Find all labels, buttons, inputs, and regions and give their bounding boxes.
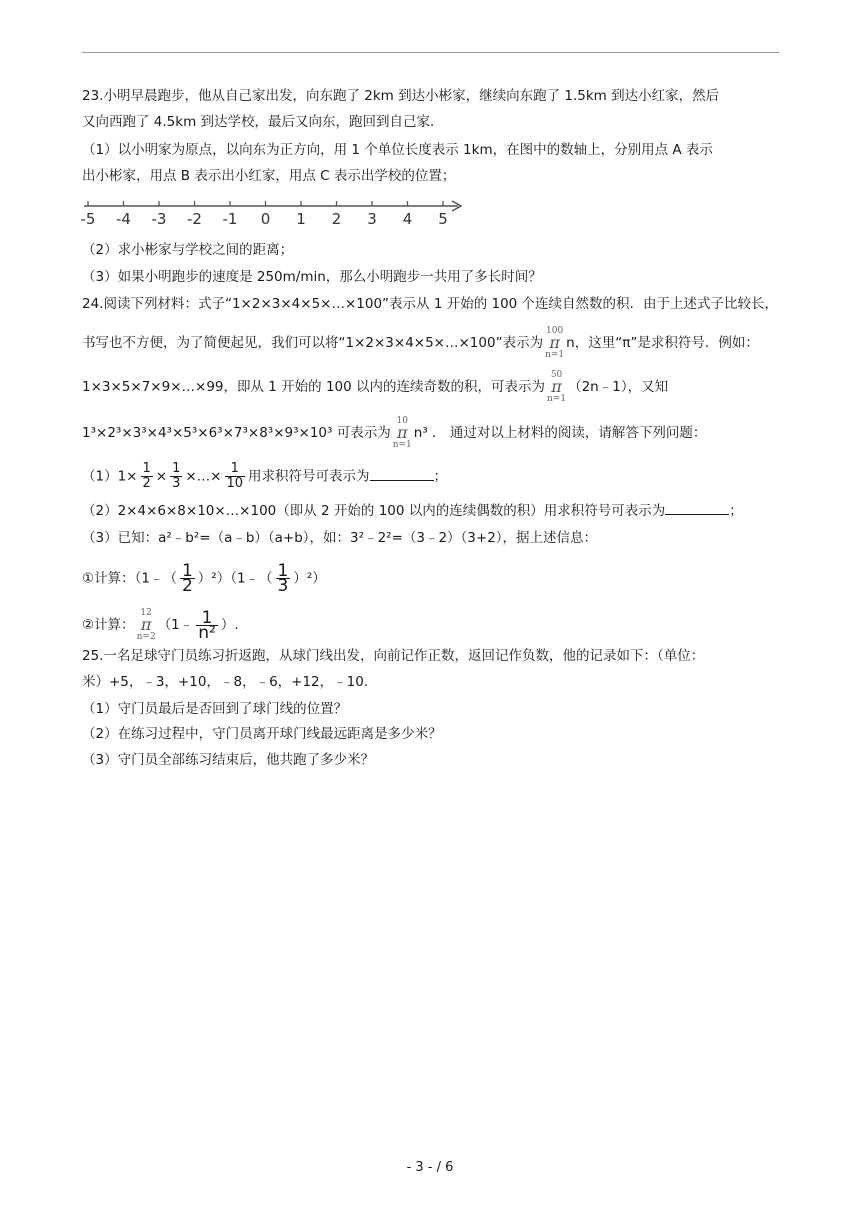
q23-line-6: （3）如果小明跑步的速度是 250m/min，那么小明跑步一共用了多长时间？ [82,269,542,285]
axis-tick-label: 0 [260,210,271,228]
q24-line-3-text: 1×3×5×7×9×…×99，即从 1 开始的 100 以内的连续奇数的积，可表示为 [82,379,546,395]
semicolon: ； [433,468,448,485]
answer-blank-1[interactable] [370,466,434,481]
numerator: 1 [277,561,289,581]
calc-2-text: ②计算： [82,617,135,633]
denominator: 3 [277,576,289,596]
numerator: 1 [172,461,181,476]
q24-calc-1 [82,561,326,596]
fraction-tenth [225,462,246,491]
numerator: 1 [142,461,151,476]
fraction-third [170,462,182,491]
q24-line-4 [82,416,706,450]
numerator: 1 [201,607,213,628]
q24-part-2 [82,500,743,521]
denominator: 10 [226,476,244,491]
q23-line-5: （2）求小彬家与学校之间的距离； [82,242,294,258]
fraction-third [276,561,291,596]
product-upper: 10 [396,416,408,426]
product-symbol-3 [393,416,412,450]
denominator: n² [198,622,216,643]
q24-line-1: 24.阅读下列材料：式子“1×2×3×4×5×…×100”表示从 1 开始的 100 个连续自然数的积．由于上述式子比较长， [82,296,779,312]
axis-tick-label: -2 [187,210,202,228]
q23-line-3: （1）以小明家为原点，以向东为正方向，用 1 个单位长度表示 1km，在图中的数轴上，分别用点 A 表示 [82,142,713,158]
q25-line-4: （2）在练习过程中，守门员离开球门线最远距离是多少米？ [82,726,442,742]
numerator: 1 [181,561,193,581]
q24-line-2-text: 书写也不方便，为了简便起见，我们可以将“1×2×3×4×5×…×100”表示为 [82,335,544,351]
calc-2-text-c: ）. [220,617,239,633]
axis-tick-label: 2 [331,210,342,228]
pi-icon: π [140,615,152,634]
q24-calc-2 [82,608,239,642]
header-rule [82,52,779,53]
q24-part-3: （3）已知：a²﹣b²=（a﹣b）（a+b），如：3²﹣2²=（3﹣2）（3+2），据上述信息： [82,530,598,546]
axis-tick-label: -1 [222,210,238,228]
part-1-text: （1）1× [82,468,138,485]
part-2-text: （2）2×4×6×8×10×…×100（即从 2 开始的 100 以内的连续偶数的积）用求积符号可表示为 [82,503,666,519]
times-sign: × [155,468,168,485]
q25-line-1: 25.一名足球守门员练习折返跑，从球门线出发，向前记作正数，返回记作负数，他的记录如下：（单位： [82,648,705,664]
pi-icon: π [551,377,562,396]
semicolon: ； [729,503,743,519]
denominator: 2 [142,476,151,491]
q24-line-4-text: 1³×2³×3³×4³×5³×6³×7³×8³×9³×10³ 可表示为 [82,425,391,441]
axis-tick-label: 3 [367,210,377,228]
fraction-half [180,561,195,596]
product-symbol-1 [545,326,564,360]
pi-icon: π [396,423,408,442]
q25-line-5: （3）守门员全部练习结束后，他共跑了多少米？ [82,752,375,768]
denominator: 2 [181,576,193,596]
q24-part-1 [82,462,447,491]
q25-line-3: （1）守门员最后是否回到了球门线的位置？ [82,701,348,717]
product-symbol-4 [137,608,156,642]
number-line [80,196,470,230]
axis-tick-label: -4 [116,210,131,228]
product-symbol-2 [547,370,566,404]
q24-line-4-text-b: n³ ． 通过对以上材料的阅读，请解答下列问题： [413,425,707,441]
calc-1-text-b: ）²）（1﹣（ [197,570,273,587]
axis-tick-label: 1 [296,210,306,228]
q23-line-4: 出小彬家，用点 B 表示出小红家，用点 C 表示出学校的位置； [82,168,456,184]
product-lower: n=2 [136,632,156,642]
pi-icon: π [549,333,560,352]
calc-1-text: ①计算：（1﹣（ [82,570,177,587]
numerator: 1 [230,461,239,476]
q24-line-2 [82,326,759,360]
product-upper: 50 [550,370,563,380]
axis-tick-label: -5 [80,210,96,228]
q24-line-2-text-b: n，这里“π”是求积符号．例如： [566,335,759,351]
fraction-one-over-n-squared [196,607,218,643]
axis-tick-label: -3 [151,210,167,228]
denominator: 3 [172,476,181,491]
answer-blank-2[interactable] [665,500,729,515]
fraction-half [141,462,153,491]
q23-line-2: 又向西跑了 4.5km 到达学校，最后又向东，跑回到自己家. [82,114,435,130]
product-lower: n=1 [545,350,565,360]
calc-1-text-c: ）²） [293,570,326,587]
ellipsis-times: ×…× [185,468,222,485]
q24-line-3-text-b: （2n﹣1），又知 [568,379,669,395]
page-number: - 3 - / 6 [406,1160,454,1175]
axis-tick-label: 4 [402,210,413,228]
axis-tick-label: 5 [438,210,448,228]
calc-2-text-b: （1﹣ [157,617,194,633]
product-lower: n=1 [547,394,567,404]
q24-line-3 [82,370,668,404]
q23-line-1: 23.小明早晨跑步，他从自己家出发，向东跑了 2km 到达小彬家，继续向东跑了 1.5km 到达小红家，然后 [82,88,720,104]
product-upper: 100 [546,326,564,336]
part-1-prompt: 用求积符号可表示为 [248,468,370,485]
q25-line-2: 米）+5，﹣3，+10，﹣8，﹣6，+12，﹣10. [82,674,369,690]
product-upper: 12 [140,608,152,618]
product-lower: n=1 [392,440,412,450]
